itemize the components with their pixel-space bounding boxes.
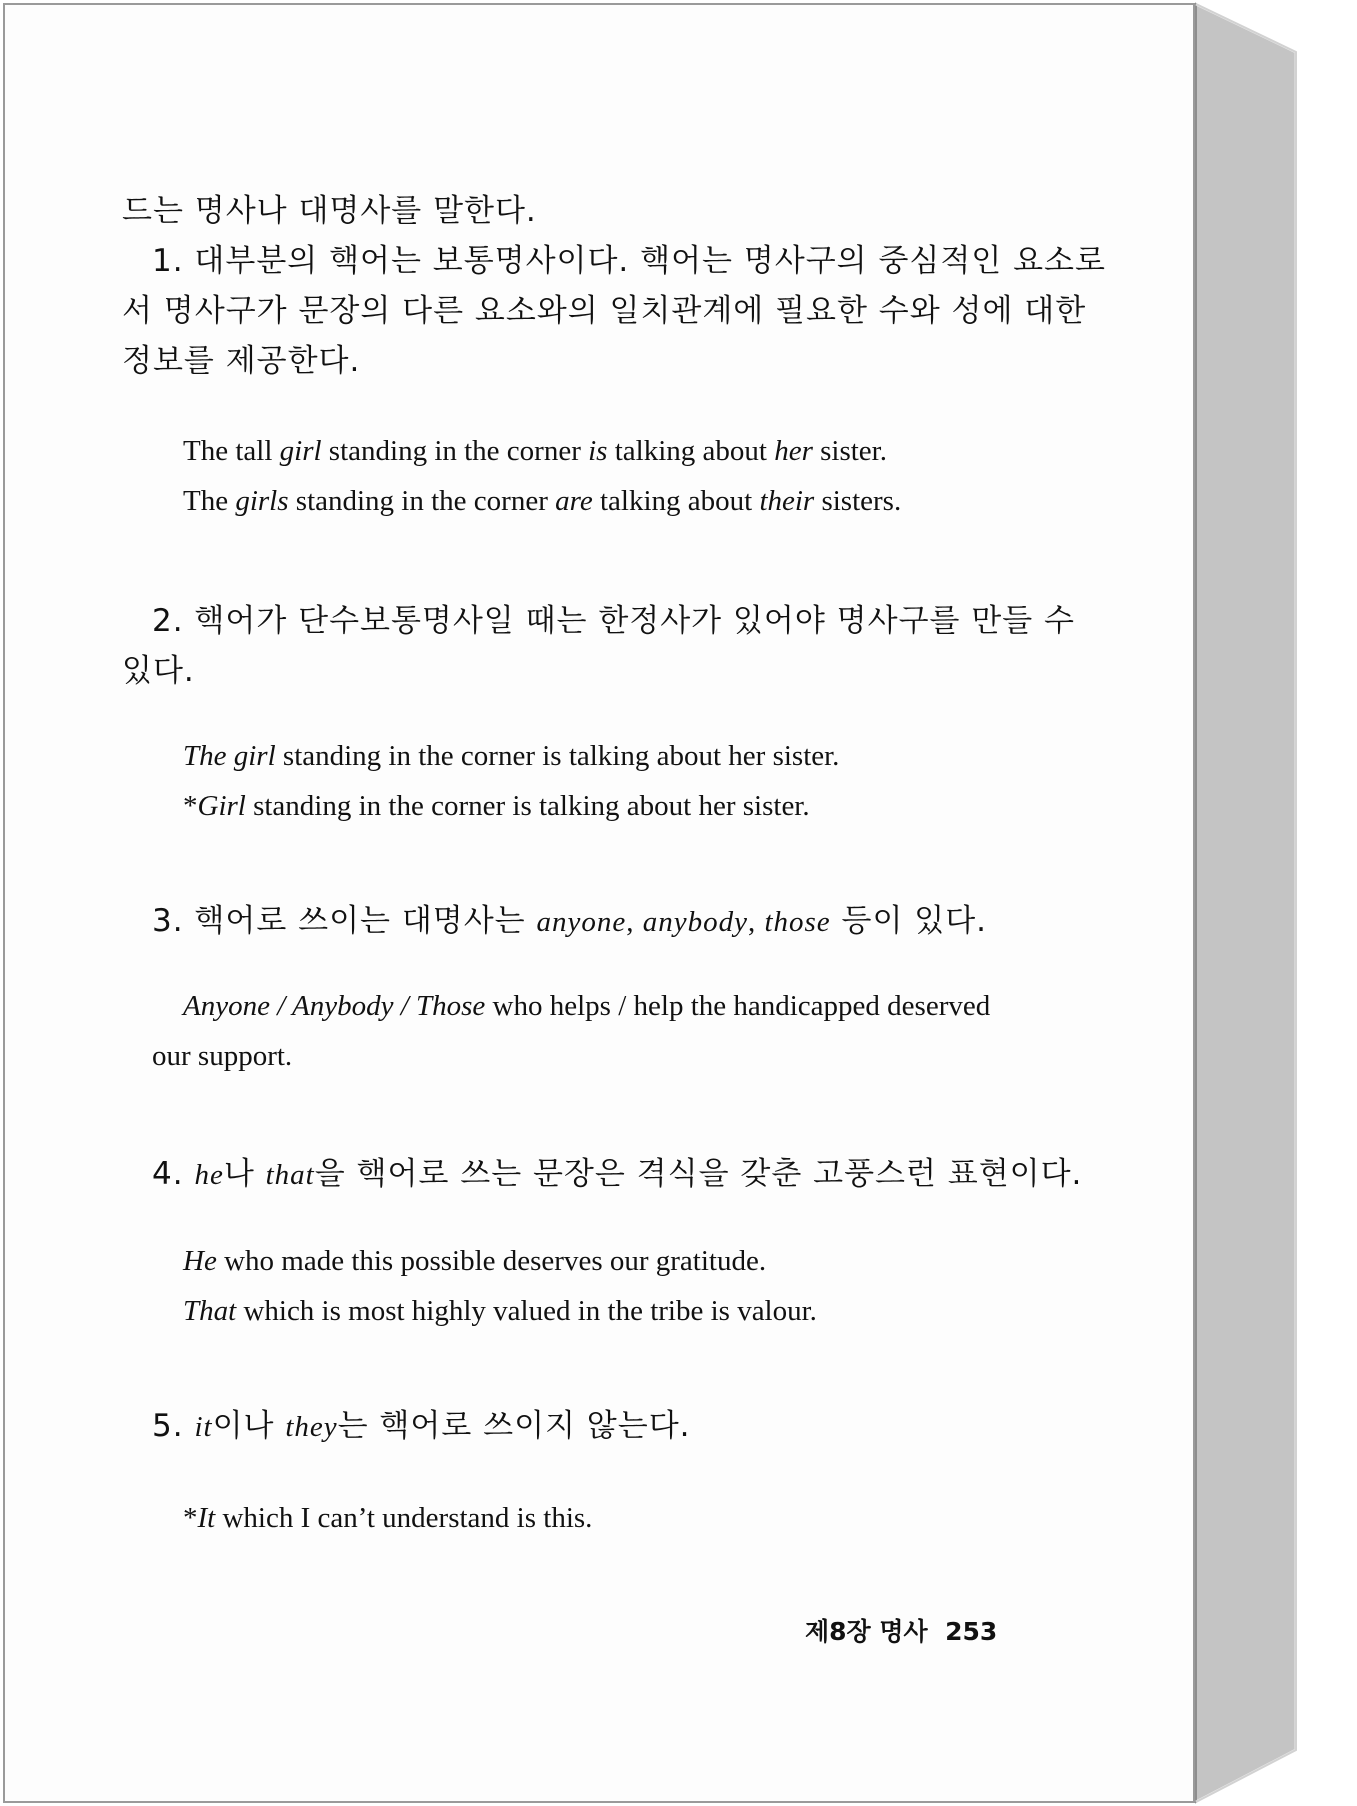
text-segment: standing in the corner [321,435,589,467]
text-segment: who helps / help the handicapped deserved [485,990,991,1022]
italic-segment: her [774,435,813,467]
italic-segment: anybody [642,906,748,938]
text-segment: talking about [592,485,760,517]
italic-segment: he [194,1159,224,1191]
italic-segment: they [285,1411,338,1443]
italic-segment: He [183,1245,217,1277]
italic-segment: it [194,1411,213,1443]
italic-segment: that [265,1159,315,1191]
italic-segment: anyone [536,906,627,938]
text-segment: 4. [152,1156,195,1192]
asterisk-mark: * [183,1502,198,1534]
italic-segment: their [759,485,815,517]
text-segment: standing in the corner is talking about her sister. [275,740,840,772]
item4-line [152,1148,1082,1193]
item1-example1 [183,435,887,468]
intro-line: 드는 명사나 대명사를 말한다. [122,193,537,229]
item2-line2: 있다. [122,653,195,689]
text-segment: standing in the corner is talking about her sister. [245,790,810,822]
text-segment: 등이 있다. [830,903,988,939]
text-segment: 3. 핵어로 쓰이는 대명사는 [152,903,537,939]
item3-line [152,895,987,940]
italic-segment: It [197,1502,216,1534]
text-segment: standing in the corner [288,485,556,517]
text-segment: 이나 [212,1408,286,1444]
asterisk-mark: * [183,790,198,822]
italic-segment: Girl [197,790,246,822]
book-page [3,3,1195,1803]
text-segment: , [747,906,765,938]
item2-example1 [183,740,839,773]
italic-segment: Anyone / Anybody / Those [183,990,486,1022]
spine-side [1196,4,1296,1802]
item4-example1 [183,1245,766,1278]
italic-segment: That [183,1295,237,1327]
page-footer: 제8장 명사 253 [805,1617,998,1646]
italic-segment: girls [235,485,289,517]
item3-example-line1 [183,990,990,1023]
text-segment: which I can’t understand is this. [215,1502,593,1534]
item2-line1: 2. 핵어가 단수보통명사일 때는 한정사가 있어야 명사구를 만들 수 [152,603,1076,639]
item4-example2 [183,1295,817,1328]
italic-segment: are [555,485,593,517]
text-segment: 을 핵어로 쓰는 문장은 격식을 갖춘 고풍스런 표현이다. [314,1156,1083,1192]
item5-example1 [183,1502,592,1535]
text-segment: sister. [812,435,887,467]
text-segment: sisters. [814,485,902,517]
item1-example2 [183,485,901,518]
text-segment: , [626,906,643,938]
italic-segment: girl [279,435,322,467]
item2-example2 [183,790,810,823]
item1-line1: 1. 대부분의 핵어는 보통명사이다. 핵어는 명사구의 중심적인 요소로 [152,243,1106,279]
text-segment: talking about [607,435,775,467]
item1-line3: 정보를 제공한다. [122,343,361,379]
text-segment: which is most highly valued in the tribe is valour. [236,1295,817,1327]
item5-line [152,1400,691,1445]
text-segment: The tall [183,435,280,467]
text-segment: 나 [223,1156,266,1192]
italic-segment: those [764,906,831,938]
italic-segment: is [588,435,608,467]
text-segment: who made this possible deserves our gratitude. [216,1245,767,1277]
item1-line2: 서 명사구가 문장의 다른 요소와의 일치관계에 필요한 수와 성에 대한 [122,293,1087,329]
text-segment: 는 핵어로 쓰이지 않는다. [337,1408,691,1444]
item3-example-line2: our support. [152,1040,293,1072]
text-segment: 5. [152,1408,195,1444]
text-segment: The [183,485,236,517]
italic-segment: The girl [183,740,276,772]
